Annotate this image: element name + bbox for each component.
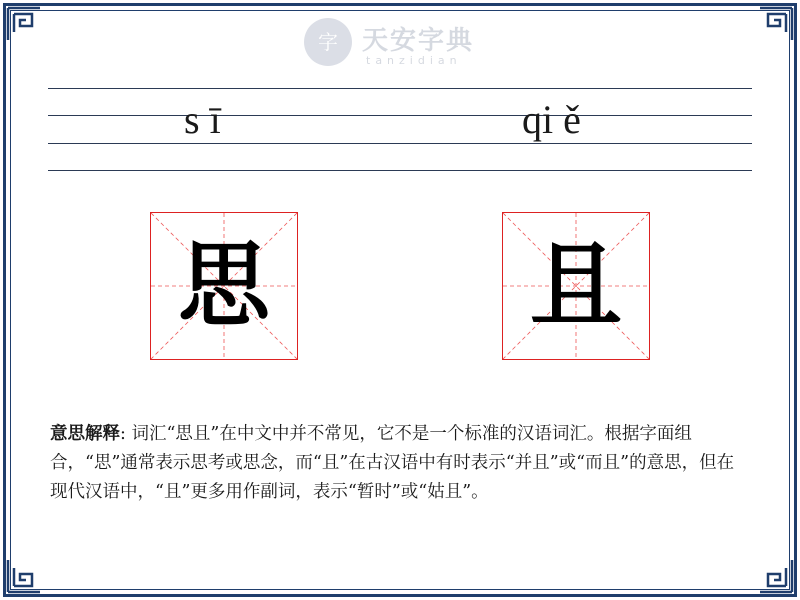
pinyin-rule [48,88,752,89]
character-glyph: 且 [529,232,622,339]
pinyin-rule [48,170,752,171]
corner-ornament-icon [6,6,42,42]
pinyin-first: s ī [184,97,221,142]
logo-mark-icon: 字 [304,18,352,66]
character-grid-second [502,212,650,360]
pinyin-rule [48,115,752,116]
logo-subtitle: tanzidian [366,54,462,67]
corner-ornament-icon [758,6,794,42]
meaning-text: : 词汇“思且”在中文中并不常见，它不是一个标准的汉语词汇。根据字面组合，“思”通常表示思考或思念，而“且”在古汉语中有时表示“并且”或“而且”的意思，但在现代汉语中，“且”更多用作副词，表示“暂时”或“姑且”。 [50,424,735,502]
character-grid-first [150,212,298,360]
pinyin-second: qi ě [522,97,581,142]
corner-ornament-icon [6,558,42,594]
meaning-label: 意思解释 [50,424,120,444]
character-glyph: 思 [177,232,270,339]
corner-ornament-icon [758,558,794,594]
meaning-paragraph [50,420,750,507]
pinyin-rule [48,143,752,144]
logo-name: 天安字典 [362,26,475,56]
watermark-logo [300,14,500,70]
pinyin-lines [48,88,752,172]
